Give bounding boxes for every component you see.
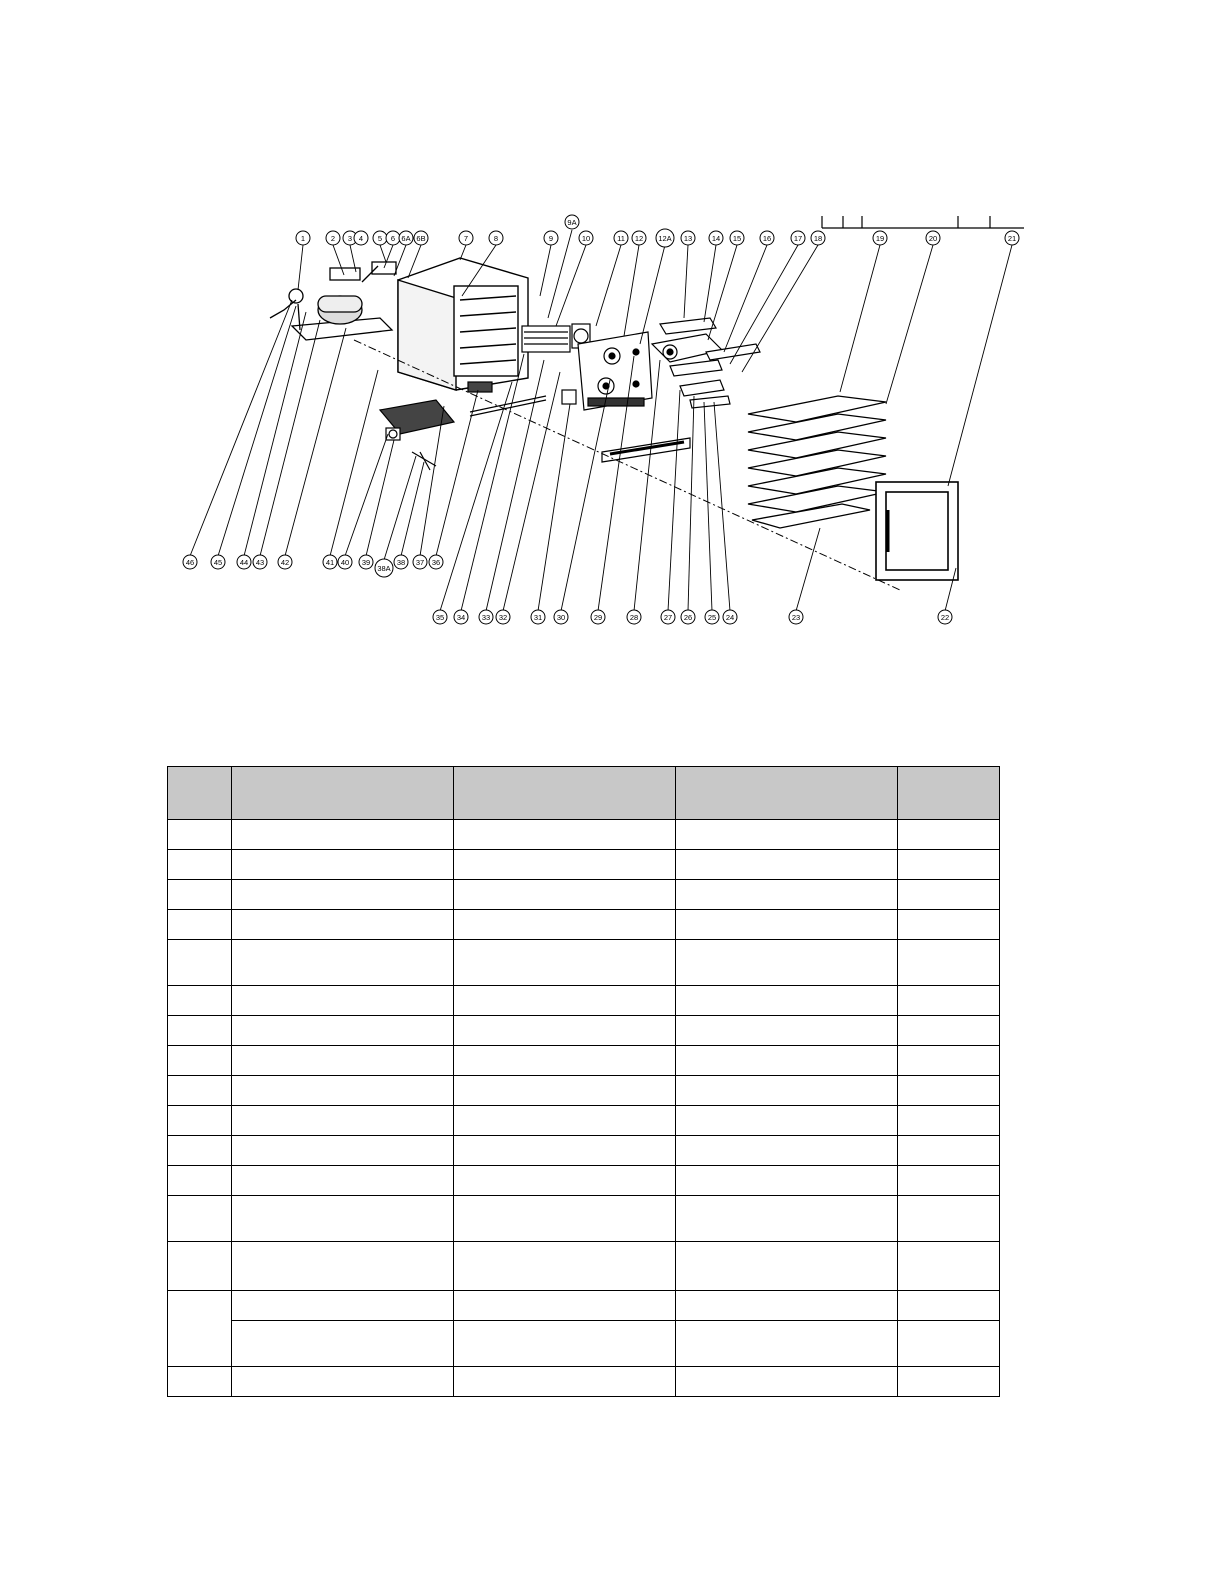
callout-33 (479, 610, 493, 624)
table-row (168, 1076, 1000, 1106)
table-cell (232, 1016, 454, 1046)
table-row (168, 1106, 1000, 1136)
callout-34 (454, 610, 468, 624)
callout-label: 18 (813, 234, 823, 243)
callout-9 (544, 231, 558, 245)
table-cell (676, 1076, 898, 1106)
callout-label: 12A (658, 234, 672, 243)
table-cell (232, 850, 454, 880)
back-panel (578, 332, 652, 410)
header-cell (232, 767, 454, 820)
callout-9A (565, 215, 579, 229)
table-cell (168, 1136, 232, 1166)
table-cell (898, 1136, 1000, 1166)
table-header-row (168, 767, 1000, 820)
callout-label: 5 (377, 234, 383, 243)
table-cell (454, 1242, 676, 1291)
header-cell (454, 767, 676, 820)
table-cell (454, 1016, 676, 1046)
callout-12A (656, 229, 674, 247)
table-cell (168, 850, 232, 880)
callout-32 (496, 610, 510, 624)
table-cell (168, 1196, 232, 1242)
callout-label: 46 (185, 558, 195, 567)
table-cell (454, 1106, 676, 1136)
callout-label: 36 (431, 558, 441, 567)
table-cell (676, 940, 898, 986)
callout-label: 25 (707, 613, 717, 622)
table-cell (168, 1291, 232, 1367)
callout-label: 42 (280, 558, 290, 567)
callout-label: 35 (435, 613, 445, 622)
callout-label: 10 (581, 234, 591, 243)
callout-label: 45 (213, 558, 223, 567)
table-cell (676, 1046, 898, 1076)
callout-45 (211, 555, 225, 569)
table-cell (232, 1046, 454, 1076)
table-cell (168, 1166, 232, 1196)
callout-label: 4 (358, 234, 364, 243)
table-row (168, 1321, 1000, 1367)
callout-44 (237, 555, 251, 569)
callout-15 (730, 231, 744, 245)
callout-label: 9A (567, 218, 577, 227)
table-cell (676, 1242, 898, 1291)
table-cell (676, 880, 898, 910)
callout-35 (433, 610, 447, 624)
table-cell (232, 1196, 454, 1242)
table-cell (454, 880, 676, 910)
table-cell (232, 1242, 454, 1291)
table-cell (454, 1046, 676, 1076)
table-cell (454, 1367, 676, 1397)
callout-label: 9 (548, 234, 554, 243)
callout-label: 2 (330, 234, 336, 243)
table-row (168, 1242, 1000, 1291)
callout-label: 38 (396, 558, 406, 567)
callout-7 (459, 231, 473, 245)
callouts-top (296, 215, 1019, 247)
callout-label: 6 (390, 234, 396, 243)
callout-10 (579, 231, 593, 245)
callouts-bottom (183, 555, 952, 624)
callout-23 (789, 610, 803, 624)
table-row (168, 1166, 1000, 1196)
callout-label: 29 (593, 613, 603, 622)
callout-21 (1005, 231, 1019, 245)
table-cell (454, 1291, 676, 1321)
header-cell (168, 767, 232, 820)
callout-label: 38A (377, 564, 391, 573)
table-cell (454, 1321, 676, 1367)
callout-36 (429, 555, 443, 569)
table-cell (898, 1016, 1000, 1046)
table-cell (898, 1106, 1000, 1136)
callout-18 (811, 231, 825, 245)
callout-27 (661, 610, 675, 624)
table-cell (232, 880, 454, 910)
header-cell (898, 767, 1000, 820)
callout-26 (681, 610, 695, 624)
table-cell (898, 1367, 1000, 1397)
callout-label: 12 (634, 234, 644, 243)
table-row (168, 1196, 1000, 1242)
table-cell (454, 1196, 676, 1242)
table-cell (898, 910, 1000, 940)
callout-8 (489, 231, 503, 245)
callout-13 (681, 231, 695, 245)
table-cell (676, 1367, 898, 1397)
table-cell (168, 910, 232, 940)
callout-17 (791, 231, 805, 245)
table-cell (168, 986, 232, 1016)
ruler-bracket (822, 216, 1024, 228)
table-cell (898, 1291, 1000, 1321)
table-cell (454, 1076, 676, 1106)
table-row (168, 1291, 1000, 1321)
callout-label: 7 (463, 234, 469, 243)
callout-label: 32 (498, 613, 508, 622)
callout-1 (296, 231, 310, 245)
table-cell (676, 1196, 898, 1242)
glass-door (876, 482, 958, 580)
table-row (168, 880, 1000, 910)
table-cell (898, 986, 1000, 1016)
callout-label: 14 (711, 234, 721, 243)
callout-28 (627, 610, 641, 624)
table-cell (232, 1106, 454, 1136)
wine-shelves (748, 396, 886, 528)
callout-label: 19 (875, 234, 885, 243)
callout-label: 17 (793, 234, 803, 243)
table-cell (232, 1321, 454, 1367)
callout-label: 41 (325, 558, 335, 567)
exploded-parts-diagram (0, 0, 1225, 700)
callout-16 (760, 231, 774, 245)
callout-label: 31 (533, 613, 543, 622)
table-row (168, 910, 1000, 940)
table-cell (676, 910, 898, 940)
table-cell (232, 1291, 454, 1321)
callout-label: 40 (340, 558, 350, 567)
callout-label: 24 (725, 613, 735, 622)
table-cell (232, 1076, 454, 1106)
table-cell (898, 850, 1000, 880)
table-cell (898, 880, 1000, 910)
callout-label: 37 (415, 558, 425, 567)
callout-24 (723, 610, 737, 624)
callout-label: 3 (347, 234, 353, 243)
callout-31 (531, 610, 545, 624)
table-cell (898, 940, 1000, 986)
header-cell (676, 767, 898, 820)
callout-46 (183, 555, 197, 569)
table-cell (168, 880, 232, 910)
table-cell (676, 1016, 898, 1046)
table-cell (676, 986, 898, 1016)
callout-label: 28 (629, 613, 639, 622)
table-cell (676, 850, 898, 880)
table-cell (168, 1242, 232, 1291)
table-cell (168, 1367, 232, 1397)
table-row (168, 1016, 1000, 1046)
callout-label: 26 (683, 613, 693, 622)
table-cell (232, 940, 454, 986)
callout-label: 20 (928, 234, 938, 243)
parts-table (167, 766, 1000, 1397)
callout-label: 11 (617, 234, 625, 243)
callout-label: 27 (663, 613, 673, 622)
callout-29 (591, 610, 605, 624)
cabinet (398, 258, 528, 390)
table-cell (168, 1046, 232, 1076)
table-cell (168, 1076, 232, 1106)
callout-11 (614, 231, 628, 245)
callout-5 (373, 231, 387, 245)
table-cell (454, 1166, 676, 1196)
table-row (168, 986, 1000, 1016)
callout-6 (386, 231, 400, 245)
table-cell (454, 1136, 676, 1166)
callout-19 (873, 231, 887, 245)
table-row (168, 1046, 1000, 1076)
callout-label: 44 (239, 558, 249, 567)
table-cell (898, 1046, 1000, 1076)
callout-39 (359, 555, 373, 569)
table-cell (676, 1291, 898, 1321)
callout-label: 6A (401, 234, 411, 243)
table-row (168, 820, 1000, 850)
callout-6A (399, 231, 413, 245)
callout-4 (354, 231, 368, 245)
table-cell (232, 986, 454, 1016)
callout-40 (338, 555, 352, 569)
callout-14 (709, 231, 723, 245)
callout-20 (926, 231, 940, 245)
table-cell (898, 1242, 1000, 1291)
table-cell (168, 1016, 232, 1046)
callout-30 (554, 610, 568, 624)
table-row (168, 1136, 1000, 1166)
table-cell (676, 1106, 898, 1136)
callout-38 (394, 555, 408, 569)
callout-label: 13 (683, 234, 693, 243)
callout-label: 22 (940, 613, 950, 622)
callout-37 (413, 555, 427, 569)
table-cell (898, 1196, 1000, 1242)
condenser (380, 382, 576, 470)
callout-label: 6B (416, 234, 426, 243)
table-cell (232, 910, 454, 940)
callout-25 (705, 610, 719, 624)
callout-41 (323, 555, 337, 569)
table-cell (168, 1106, 232, 1136)
callout-label: 30 (556, 613, 566, 622)
table-row (168, 1367, 1000, 1397)
table-body (168, 820, 1000, 1397)
table-cell (454, 820, 676, 850)
table-cell (676, 1166, 898, 1196)
table-cell (168, 940, 232, 986)
table-cell (676, 820, 898, 850)
table-cell (454, 850, 676, 880)
callout-label: 23 (791, 613, 801, 622)
callout-12 (632, 231, 646, 245)
table-cell (454, 986, 676, 1016)
callout-2 (326, 231, 340, 245)
table-cell (898, 1076, 1000, 1106)
callout-label: 15 (732, 234, 742, 243)
callout-38A (375, 559, 393, 577)
callout-label: 1 (300, 234, 306, 243)
table-cell (232, 1367, 454, 1397)
table-cell (676, 1136, 898, 1166)
table-row (168, 940, 1000, 986)
callout-label: 34 (456, 613, 466, 622)
callout-43 (253, 555, 267, 569)
callout-label: 39 (361, 558, 371, 567)
callout-label: 8 (493, 234, 499, 243)
table-cell (898, 1166, 1000, 1196)
callout-label: 43 (255, 558, 265, 567)
table-cell (898, 820, 1000, 850)
control-box (652, 318, 760, 408)
callout-label: 33 (481, 613, 491, 622)
table-cell (898, 1321, 1000, 1367)
callout-42 (278, 555, 292, 569)
table-cell (232, 820, 454, 850)
table-cell (454, 940, 676, 986)
callout-22 (938, 610, 952, 624)
callout-6B (414, 231, 428, 245)
table-cell (232, 1136, 454, 1166)
callout-label: 21 (1007, 234, 1017, 243)
callout-label: 16 (762, 234, 772, 243)
table-cell (454, 910, 676, 940)
table-cell (168, 820, 232, 850)
table-cell (676, 1321, 898, 1367)
table-cell (232, 1166, 454, 1196)
table-row (168, 850, 1000, 880)
